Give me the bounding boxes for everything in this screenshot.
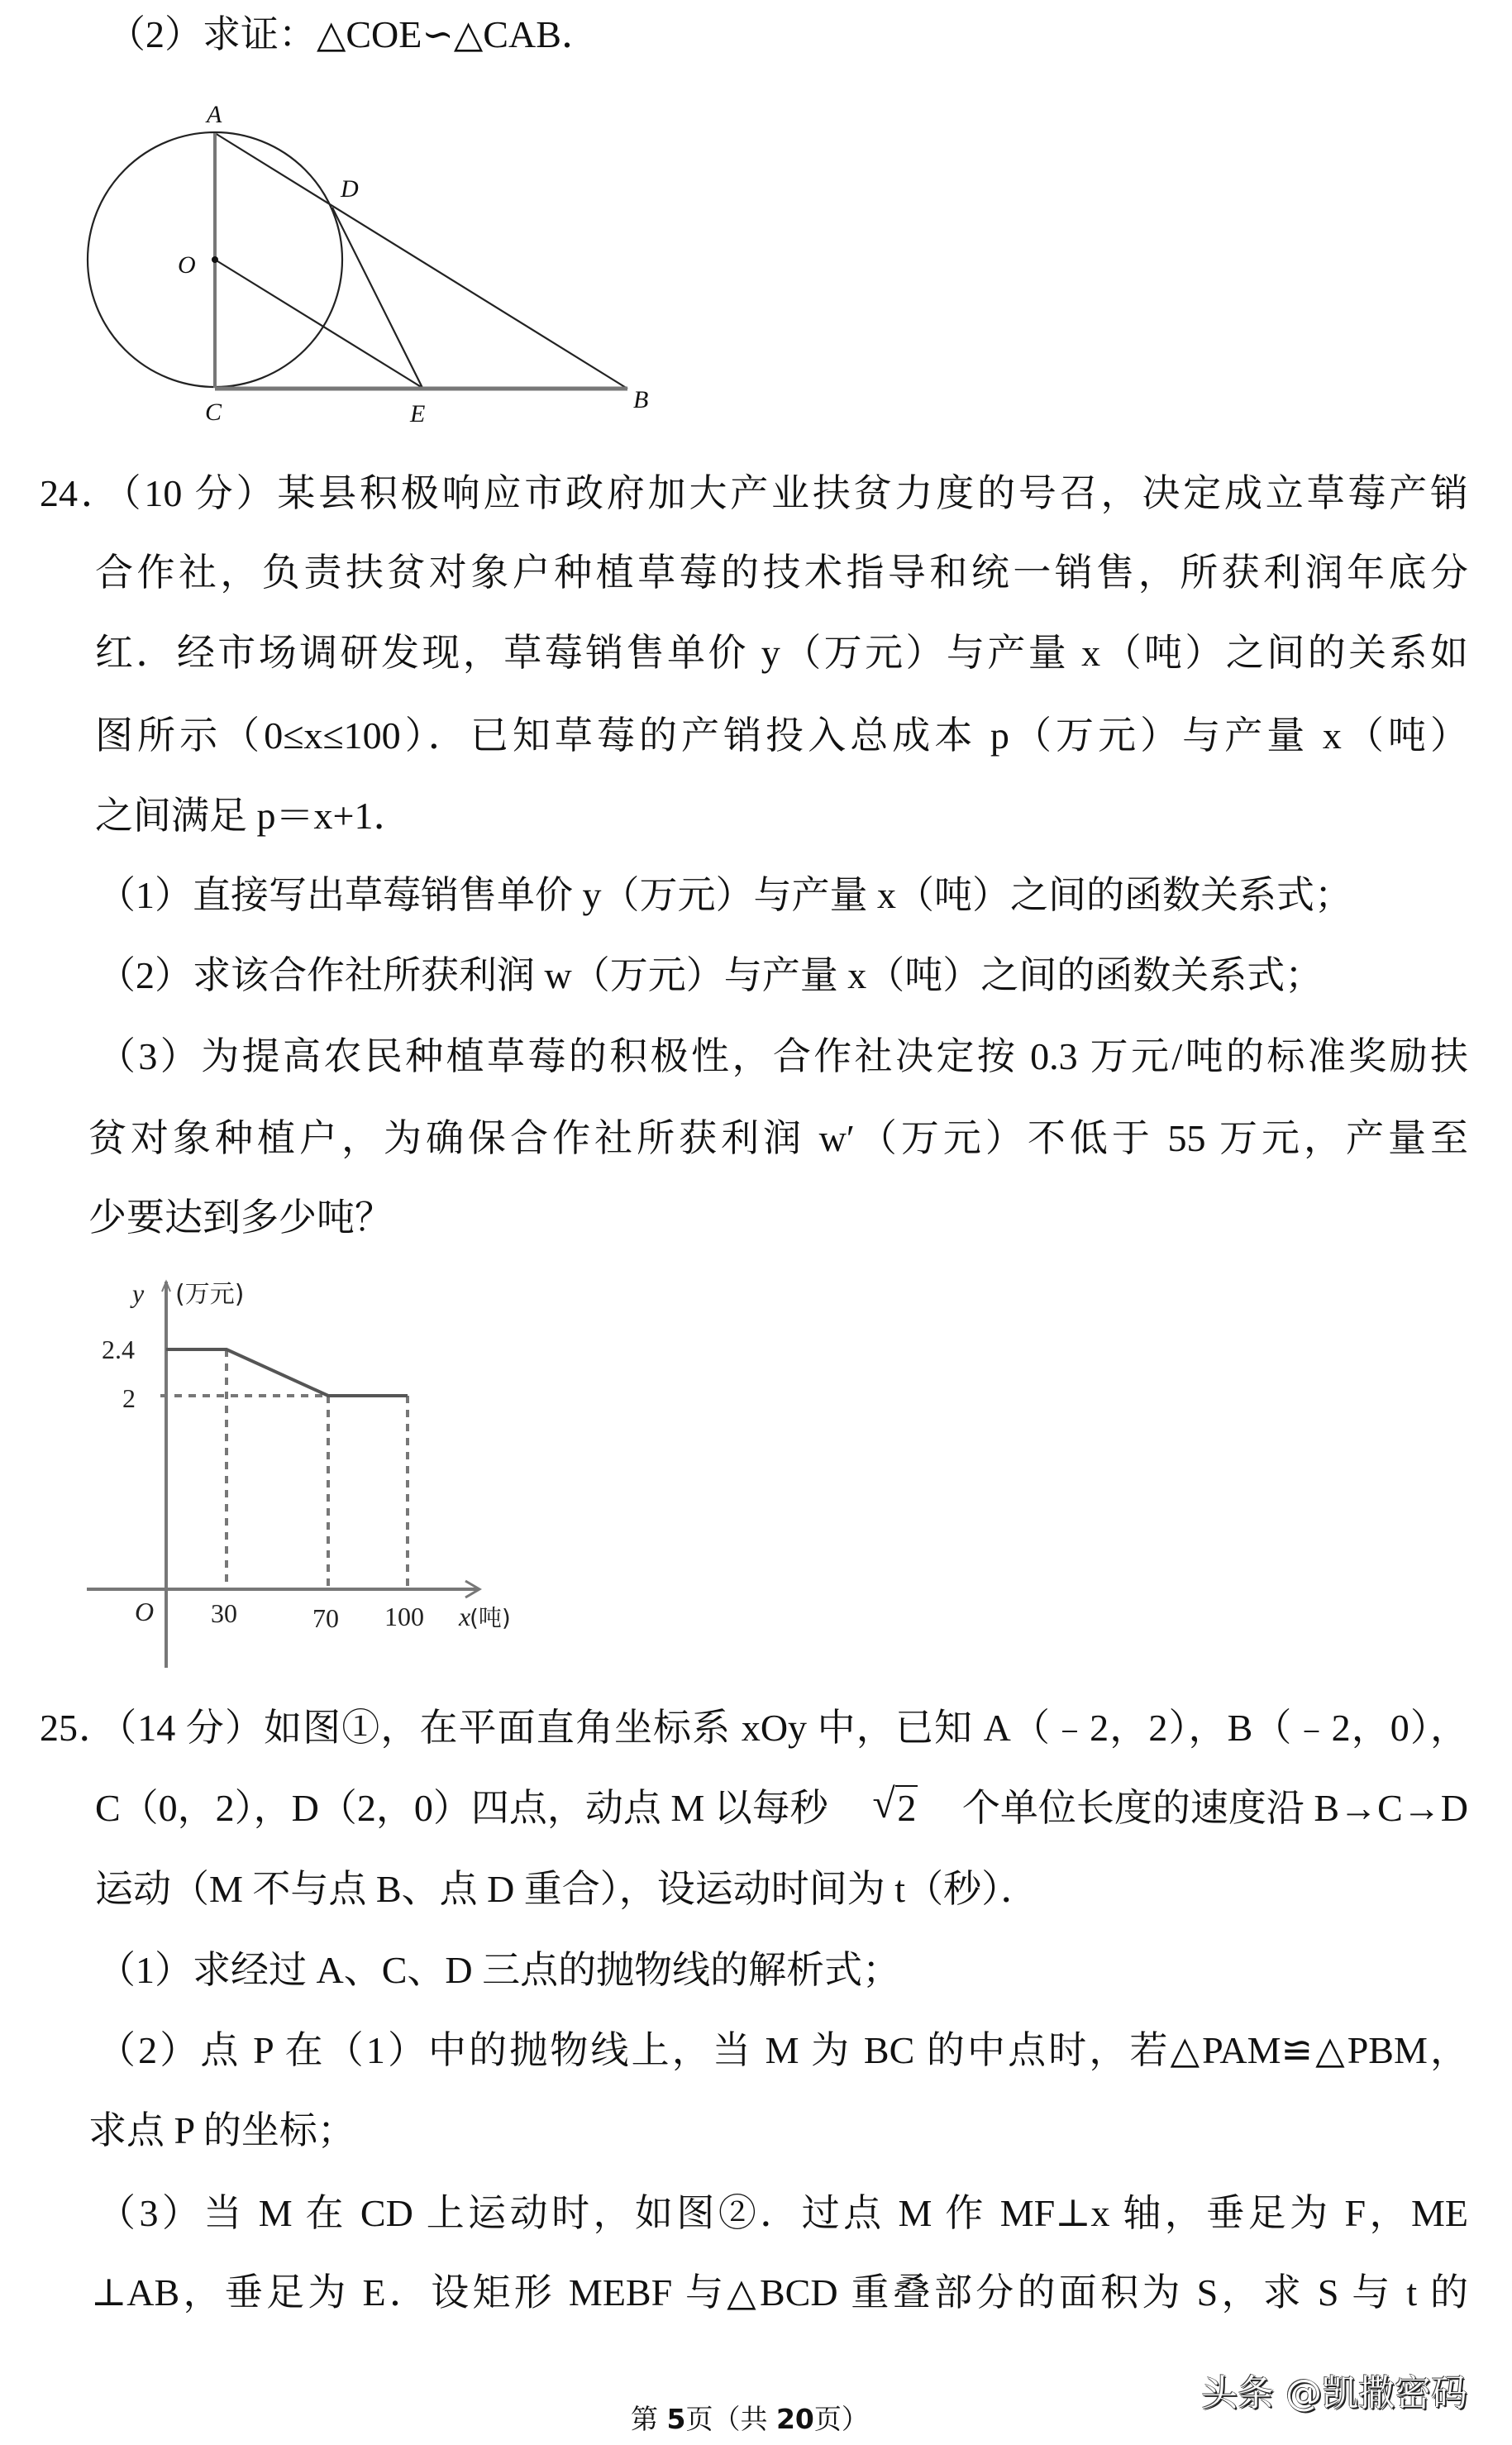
x-axis-var: x [459, 1602, 471, 1631]
q25-sub2-line-2: 求点 P 的坐标； [88, 2109, 355, 2151]
y-axis-unit: (万元) [175, 1280, 245, 1309]
x-axis-unit: (吨) [470, 1604, 511, 1631]
q24-line-1: 24．（10 分）某县积极响应市政府加大产业扶贫力度的号召，决定成立草莓产销 [40, 472, 1468, 514]
watermark: 头条 @凯撒密码 [1201, 2372, 1467, 2414]
q24-sub3-line-1: （3）为提高农民种植草莓的积极性，合作社决定按 0.3 万元/吨的标准奖励扶 [98, 1035, 1468, 1077]
label-e: E [410, 400, 426, 427]
circle-geometry-figure [0, 83, 678, 446]
center-dot [212, 256, 218, 263]
q25-line-3: 运动（M 不与点 B、点 D 重合），设运动时间为 t（秒）． [95, 1868, 1039, 1910]
q23-part2-text: （2）求证：△COE∽△CAB． [107, 13, 599, 55]
price-line [166, 1349, 408, 1396]
q25-line-2-pre: C（0，2），D（2，0）四点，动点 M 以每秒 [95, 1787, 828, 1829]
q24-line-5: 之间满足 p＝x+1． [95, 795, 412, 837]
sqrt-two: √ 2 [872, 1780, 917, 1829]
q24-sub3-line-2: 贫对象种植户，为确保合作社所获利润 w′（万元）不低于 55 万元，产量至 [88, 1117, 1468, 1159]
q25-line-2-post: 个单位长度的速度沿 B→C→D [961, 1787, 1468, 1829]
guide-lines [160, 1349, 408, 1589]
q24-line-4: 图所示（0≤x≤100）．已知草莓的产销投入总成本 p（万元）与产量 x（吨） [95, 714, 1468, 757]
label-c: C [205, 399, 222, 426]
q24-sub3-line-3: 少要达到多少吨？ [88, 1196, 393, 1239]
q25-line-2 [95, 1780, 1468, 1831]
label-b: B [633, 386, 649, 413]
label-a: A [207, 101, 222, 128]
line-ab [215, 133, 627, 389]
tick-100: 100 [384, 1602, 424, 1631]
tick-30: 30 [211, 1598, 237, 1628]
q25-sub2-line-1: （2）点 P 在（1）中的抛物线上，当 M 为 BC 的中点时，若△PAM≌△PBM， [98, 2029, 1468, 2071]
tick-2-4: 2.4 [102, 1335, 135, 1364]
radical-icon: √ [872, 1780, 895, 1827]
tick-2: 2 [122, 1383, 136, 1413]
q24-sub2: （2）求该合作社所获利润 w（万元）与产量 x（吨）之间的函数关系式； [98, 954, 1324, 996]
y-axis-var: y [132, 1278, 145, 1308]
label-o: O [178, 251, 196, 279]
tick-70: 70 [312, 1603, 339, 1633]
price-output-chart [74, 1265, 554, 1679]
page-footer: 第 5页（共 20页） [631, 2403, 869, 2435]
q24-line-3: 红．经市场调研发现，草莓销售单价 y（万元）与产量 x（吨）之间的关系如 [95, 632, 1468, 674]
q24-sub1: （1）直接写出草莓销售单价 y（万元）与产量 x（吨）之间的函数关系式； [98, 874, 1352, 916]
page-total: 20 [775, 2403, 814, 2435]
label-d: D [341, 175, 359, 203]
q25-sub1: （1）求经过 A、C、D 三点的抛物线的解析式； [98, 1949, 901, 1991]
q25-line-1: 25．（14 分）如图①，在平面直角坐标系 xOy 中，已知 A（﹣2，2），B（﹣2，0）， [40, 1707, 1468, 1749]
q25-sub3-line-1: （3）当 M 在 CD 上运动时，如图②．过点 M 作 MF⊥x 轴，垂足为 F，ME [98, 2192, 1469, 2234]
page-number: 5 [666, 2403, 686, 2435]
q24-line-2: 合作社，负责扶贫对象户种植草莓的技术指导和统一销售，所获利润年底分 [95, 552, 1468, 594]
q25-sub3-line-2: ⊥AB，垂足为 E．设矩形 MEBF 与△BCD 重叠部分的面积为 S，求 S 与 t 的 [91, 2271, 1468, 2314]
origin-label: O [135, 1597, 155, 1626]
